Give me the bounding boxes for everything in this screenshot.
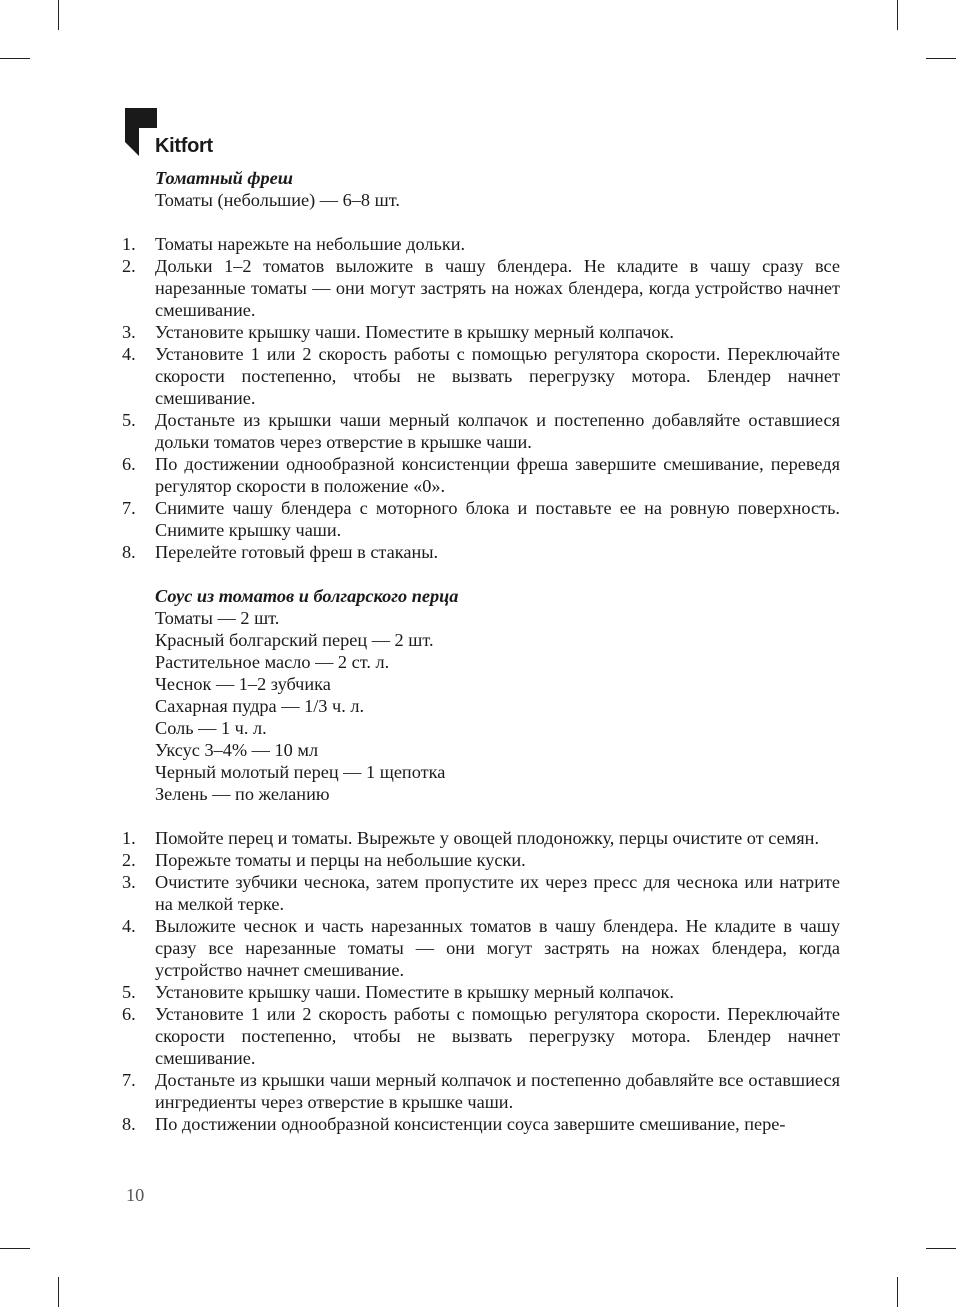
step-number: 4. xyxy=(122,916,136,936)
recipe-steps xyxy=(122,827,840,1135)
page-content xyxy=(122,167,840,1135)
step-item xyxy=(122,1003,840,1069)
crop-mark-right-bottom xyxy=(926,1248,956,1249)
step-item xyxy=(122,255,840,321)
step-item xyxy=(122,541,840,563)
step-text: По достижении однообразной консистенции фреша завершите смешивание, переведя регулятор скорости в положение «0». xyxy=(155,454,840,496)
step-text: Установите 1 или 2 скорость работы с помощью регулятора скорости. Переключайте скорости постепенно, чтобы не вызвать перегрузку мотора. Блендер начнет смешивание. xyxy=(155,344,840,408)
step-number: 5. xyxy=(122,410,136,430)
step-item xyxy=(122,981,840,1003)
ingredient: Растительное масло — 2 ст. л. xyxy=(155,652,390,672)
step-number: 1. xyxy=(122,828,136,848)
crop-mark-bottom-right xyxy=(897,1277,898,1307)
step-item xyxy=(122,321,840,343)
step-number: 3. xyxy=(122,872,136,892)
step-number: 7. xyxy=(122,1070,136,1090)
recipe-title: Томатный фреш xyxy=(155,168,293,188)
step-text: Установите крышку чаши. Поместите в крышку мерный колпачок. xyxy=(155,982,675,1002)
step-item xyxy=(122,1069,840,1113)
ingredient: Черный молотый перец — 1 щепотка xyxy=(155,762,446,782)
step-number: 1. xyxy=(122,234,136,254)
step-text: Помойте перец и томаты. Вырежьте у овощей плодоножку, перцы очистите от семян. xyxy=(155,828,820,848)
crop-mark-right-top xyxy=(926,58,956,59)
step-text: Порежьте томаты и перцы на небольшие куски. xyxy=(155,850,526,870)
step-text: Снимите чашу блендера с моторного блока и поставьте ее на ровную поверхность. Снимите крышку чаши. xyxy=(155,498,840,540)
step-number: 8. xyxy=(122,1114,136,1134)
crop-mark-left-bottom xyxy=(0,1248,30,1249)
step-item xyxy=(122,849,840,871)
step-number: 3. xyxy=(122,322,136,342)
step-item xyxy=(122,1113,840,1135)
recipe-steps xyxy=(122,233,840,563)
crop-mark-bottom-left xyxy=(58,1277,59,1307)
step-item xyxy=(122,871,840,915)
ingredient: Уксус 3–4% — 10 мл xyxy=(155,740,319,760)
ingredient: Томаты (небольшие) — 6–8 шт. xyxy=(155,190,400,210)
ingredient: Соль — 1 ч. л. xyxy=(155,718,267,738)
step-number: 8. xyxy=(122,542,136,562)
step-number: 7. xyxy=(122,498,136,518)
step-number: 6. xyxy=(122,454,136,474)
step-number: 4. xyxy=(122,344,136,364)
step-item xyxy=(122,453,840,497)
step-text: Достаньте из крышки чаши мерный колпачок и постепенно добавляйте оставшиеся дольки томатов через отверстие в крышке чаши. xyxy=(155,410,840,452)
ingredient: Чеснок — 1–2 зубчика xyxy=(155,674,331,694)
step-number: 6. xyxy=(122,1004,136,1024)
step-item xyxy=(122,915,840,981)
step-text: Очистите зубчики чеснока, затем пропустите их через пресс для чеснока или натрите на мелкой терке. xyxy=(155,872,840,914)
step-text: По достижении однообразной консистенции соуса завершите смешивание, пере- xyxy=(155,1114,786,1134)
step-text: Томаты нарежьте на небольшие дольки. xyxy=(155,234,466,254)
crop-mark-top-left xyxy=(58,0,59,30)
ingredient: Красный болгарский перец — 2 шт. xyxy=(155,630,434,650)
crop-mark-top-right xyxy=(897,0,898,30)
step-item xyxy=(122,343,840,409)
step-item xyxy=(122,233,840,255)
step-item xyxy=(122,409,840,453)
ingredient: Сахарная пудра — 1/3 ч. л. xyxy=(155,696,365,716)
step-text: Дольки 1–2 томатов выложите в чашу блендера. Не кладите в чашу сразу все нарезанные томаты — они могут застрять на ножах блендера, когда устройство начнет смешивание. xyxy=(155,256,840,320)
step-text: Установите крышку чаши. Поместите в крышку мерный колпачок. xyxy=(155,322,675,342)
step-item xyxy=(122,497,840,541)
brand-name: Kitfort xyxy=(155,135,213,157)
step-number: 2. xyxy=(122,256,136,276)
step-text: Перелейте готовый фреш в стаканы. xyxy=(155,542,439,562)
ingredient: Зелень — по желанию xyxy=(155,784,330,804)
step-number: 2. xyxy=(122,850,136,870)
step-number: 5. xyxy=(122,982,136,1002)
crop-mark-left-top xyxy=(0,58,30,59)
step-text: Достаньте из крышки чаши мерный колпачок и постепенно добавляйте все оставшиеся ингредиенты через отверстие в крышке чаши. xyxy=(155,1070,840,1112)
step-text: Выложите чеснок и часть нарезанных томатов в чашу блендера. Не кладите в чашу сразу все нарезанные томаты — они могут застрять на ножах блендера, когда устройство начнет смешивание. xyxy=(155,916,840,980)
brand-logo xyxy=(125,108,235,162)
page-number: 10 xyxy=(126,1185,145,1205)
step-text: Установите 1 или 2 скорость работы с помощью регулятора скорости. Переключайте скорости постепенно, чтобы не вызвать перегрузку мотора. Блендер начнет смешивание. xyxy=(155,1004,840,1068)
step-item xyxy=(122,827,840,849)
recipe-title: Соус из томатов и болгарского перца xyxy=(155,586,459,606)
ingredient: Томаты — 2 шт. xyxy=(155,608,280,628)
